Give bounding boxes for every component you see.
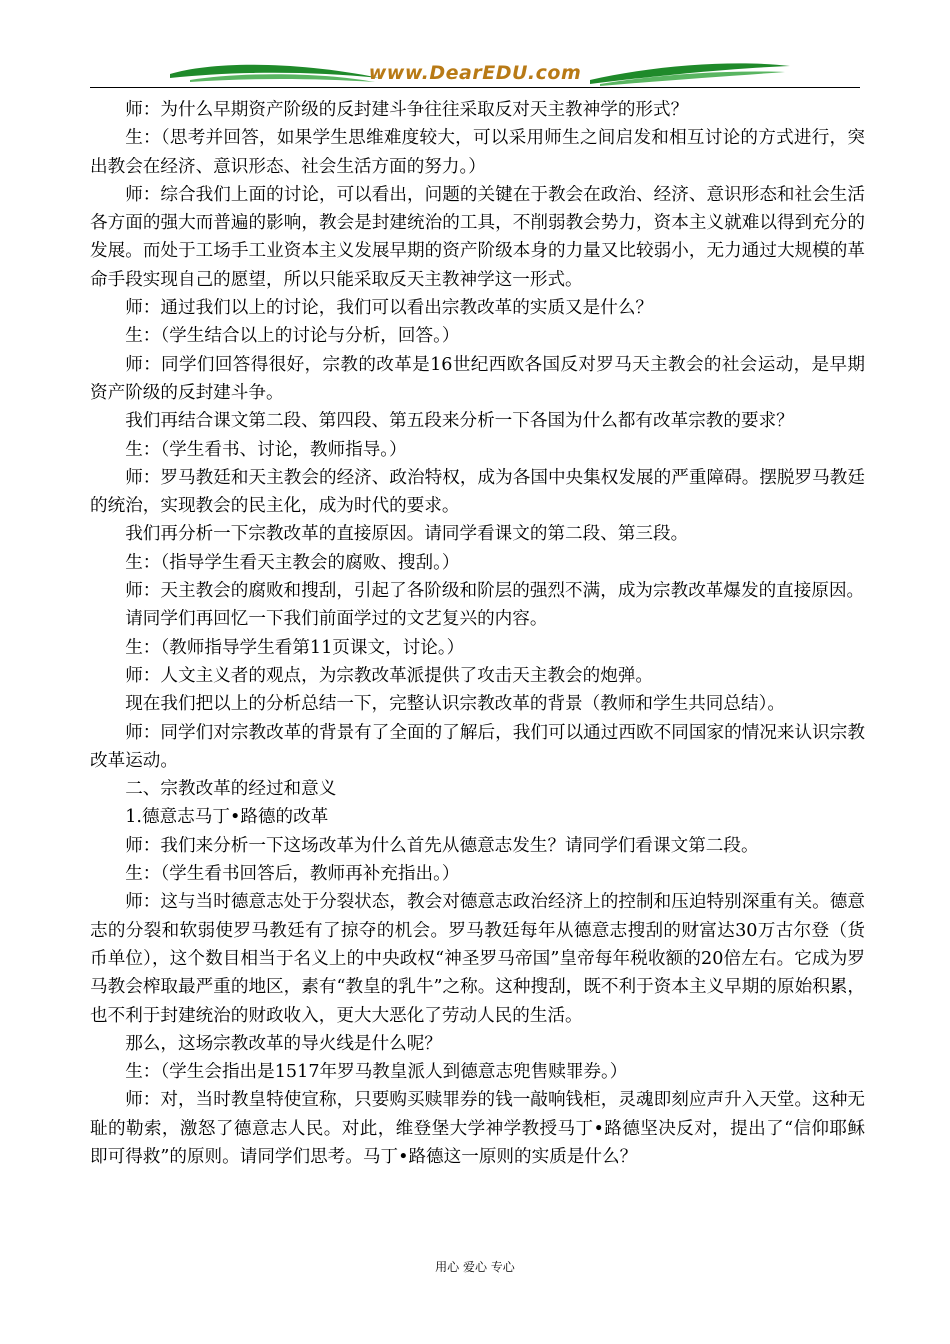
paragraph: 师：同学们回答得很好，宗教的改革是16世纪西欧各国反对罗马天主教会的社会运动，是早期资产阶级的反封建斗争。: [90, 354, 865, 403]
paragraph: 师：为什么早期资产阶级的反封建斗争往往采取反对天主教神学的形式？: [125, 100, 689, 120]
paragraph: 生：（学生结合以上的讨论与分析，回答。）: [125, 326, 460, 347]
subsection-heading: 1.德意志马丁•路德的改革: [125, 807, 329, 828]
paragraph: 生：（教师指导学生看第11页课文，讨论。）: [125, 637, 465, 658]
paragraph: 现在我们把以上的分析总结一下，完整认识宗教改革的背景（教师和学生共同总结）。: [125, 694, 785, 715]
paragraph: 师：这与当时德意志处于分裂状态，教会对德意志政治经济上的控制和压迫特别深重有关。德意志的分裂和软弱使罗马教廷有了掠夺的机会。罗马教廷每年从德意志搜刮的财富达30万古尔登（货币单位），这个数目相当于名义上的中央政权“神圣罗马帝国”皇帝每年税收额的20倍左右。它成为罗马教会榨取最严重的地区，素有“教皇的乳牛”之称。这种搜刮，既不利于资本主义早期的原始积累，也不利于封建统治的财政收入，更大大恶化了劳动人民的生活。: [90, 892, 865, 1026]
document-body: [90, 96, 865, 1171]
paragraph: 那么，这场宗教改革的导火线是什么呢？: [125, 1033, 442, 1054]
page-header: [90, 58, 860, 92]
paragraph: 我们再分析一下宗教改革的直接原因。请同学看课文的第二段、第三段。: [125, 524, 689, 545]
paragraph: 师：同学们对宗教改革的背景有了全面的了解后，我们可以通过西欧不同国家的情况来认识宗教改革运动。: [90, 722, 865, 771]
paragraph: 请同学们再回忆一下我们前面学过的文艺复兴的内容。: [125, 609, 548, 630]
paragraph: 生：（思考并回答，如果学生思维难度较大，可以采用师生之间启发和相互讨论的方式进行，突出教会在经济、意识形态、社会生活方面的努力。）: [90, 128, 865, 177]
paragraph: 生：（学生看书回答后，教师再补充指出。）: [125, 864, 460, 885]
header-rule: [90, 87, 860, 88]
site-logo-text: www.DearEDU.com: [368, 62, 582, 84]
page-footer: 用心 爱心 专心: [435, 1260, 515, 1274]
paragraph: 我们再结合课文第二段、第四段、第五段来分析一下各国为什么都有改革宗教的要求？: [125, 411, 794, 432]
paragraph: 师：罗马教廷和天主教会的经济、政治特权，成为各国中央集权发展的严重障碍。摆脱罗马教廷的统治，实现教会的民主化，成为时代的要求。: [90, 467, 865, 517]
paragraph: 师：对，当时教皇特使宣称，只要购买赎罪券的钱一敲响钱柜，灵魂即刻应声升入天堂。这种无耻的勒索，激怒了德意志人民。对此，维登堡大学神学教授马丁•路德坚决反对，提出了“信仰耶稣即可得救”的原则。请同学们思考。马丁•路德这一原则的实质是什么？: [90, 1090, 865, 1167]
paragraph: 师：综合我们上面的讨论，可以看出，问题的关键在于教会在政治、经济、意识形态和社会生活各方面的强大而普遍的影响，教会是封建统治的工具，不削弱教会势力，资本主义就难以得到充分的发展。而处于工场手工业资本主义发展早期的资产阶级本身的力量又比较弱小，无力通过大规模的革命手段实现自己的愿望，所以只能采取反天主教神学这一形式。: [90, 184, 865, 290]
paragraph: 师：天主教会的腐败和搜刮，引起了各阶级和阶层的强烈不满，成为宗教改革爆发的直接原因。: [125, 581, 865, 602]
paragraph: 师：我们来分析一下这场改革为什么首先从德意志发生？请同学们看课文第二段。: [125, 835, 759, 856]
paragraph: 师：人文主义者的观点，为宗教改革派提供了攻击天主教会的炮弹。: [125, 665, 654, 686]
paragraph: 生：（学生会指出是1517年罗马教皇派人到德意志兜售赎罪券。）: [125, 1062, 628, 1083]
paragraph: 生：（指导学生看天主教会的腐败、搜刮。）: [125, 552, 460, 573]
section-heading: 二、宗教改革的经过和意义: [125, 779, 337, 800]
paragraph: 生：（学生看书、讨论，教师指导。）: [125, 439, 407, 460]
paragraph: 师：通过我们以上的讨论，我们可以看出宗教改革的实质又是什么？: [125, 298, 654, 319]
